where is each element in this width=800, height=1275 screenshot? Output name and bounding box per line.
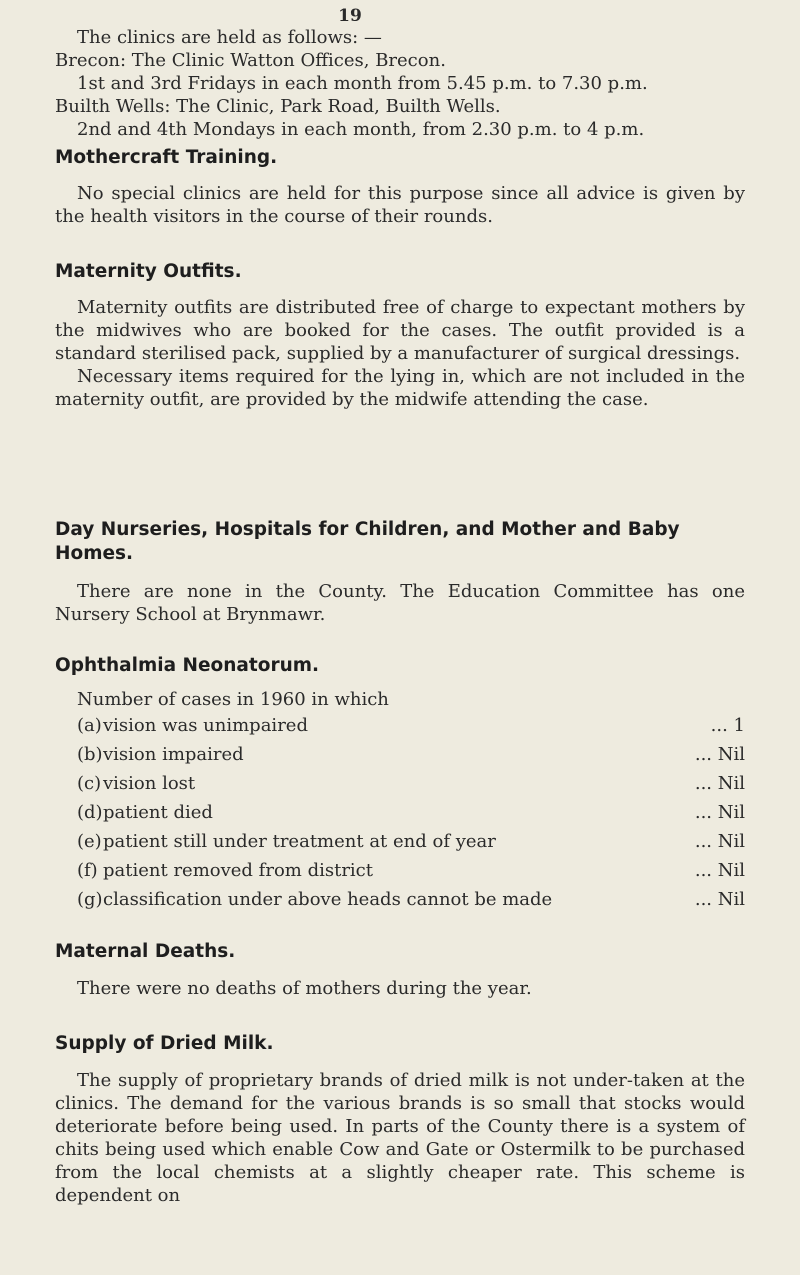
mothercraft-section bbox=[55, 146, 745, 228]
maternity-para-1: Maternity outfits are distributed free of charge to expectant mothers by the midwives who are booked for the cases. The outfit provided is a standard sterilised pack, supplied by a manufacturer of surgical dressings. bbox=[55, 297, 745, 364]
ophthalmia-list bbox=[55, 711, 745, 914]
list-item: (d) patient died ... Nil bbox=[77, 802, 745, 823]
list-item: (b) vision impaired ... Nil bbox=[77, 744, 745, 765]
page-number: 19 bbox=[338, 6, 362, 26]
maternal-deaths-heading: Maternal Deaths. bbox=[55, 941, 236, 962]
list-item: (e) patient still under treatment at end of year ... Nil bbox=[77, 831, 745, 852]
brecon-times: 1st and 3rd Fridays in each month from 5.45 p.m. to 7.30 p.m. bbox=[77, 73, 648, 94]
maternity-section bbox=[55, 260, 745, 411]
mothercraft-text: No special clinics are held for this purpose since all advice is given by the health visitors in the course of their rounds. bbox=[55, 183, 745, 227]
maternity-para-2: Necessary items required for the lying in, which are not included in the maternity outfit, are provided by the midwife attending the case. bbox=[55, 366, 745, 410]
clinics-intro: The clinics are held as follows: — bbox=[77, 27, 382, 48]
list-item: (f) patient removed from district ... Nil bbox=[77, 860, 745, 881]
builth-times: 2nd and 4th Mondays in each month, from 2.30 p.m. to 4 p.m. bbox=[77, 119, 645, 140]
maternal-deaths-section bbox=[55, 940, 745, 1000]
ophthalmia-heading: Ophthalmia Neonatorum. bbox=[55, 655, 320, 676]
brecon-clinic: Brecon: The Clinic Watton Offices, Brecon. bbox=[55, 50, 446, 71]
dried-milk-heading: Supply of Dried Milk. bbox=[55, 1033, 274, 1054]
list-item: (a) vision was unimpaired ... 1 bbox=[77, 715, 745, 736]
nurseries-heading: Day Nurseries, Hospitals for Children, and Mother and Baby Homes. bbox=[55, 519, 680, 564]
nurseries-section bbox=[55, 518, 745, 626]
list-item: (c) vision lost ... Nil bbox=[77, 773, 745, 794]
dried-milk-text: The supply of proprietary brands of dried milk is not under-taken at the clinics. The demand for the various brands is so small that stocks would deteriorate before being used. In parts of the County there is a system of chits being used which enable Cow and Gate or Ostermilk to be purchased from the local chemists at a slightly cheaper rate. This scheme is dependent on bbox=[55, 1070, 745, 1206]
ophthalmia-intro: Number of cases in 1960 in which bbox=[77, 689, 389, 710]
dried-milk-section bbox=[55, 1032, 745, 1207]
mothercraft-heading: Mothercraft Training. bbox=[55, 147, 278, 168]
maternal-deaths-text: There were no deaths of mothers during the year. bbox=[77, 978, 532, 999]
nurseries-text: There are none in the County. The Education Committee has one Nursery School at Brynmawr. bbox=[55, 581, 745, 625]
ophthalmia-section bbox=[55, 654, 745, 914]
maternity-heading: Maternity Outfits. bbox=[55, 261, 242, 282]
clinics-section bbox=[55, 26, 745, 141]
builth-clinic: Builth Wells: The Clinic, Park Road, Builth Wells. bbox=[55, 96, 501, 117]
list-item: (g) classification under above heads cannot be made ... Nil bbox=[77, 889, 745, 910]
